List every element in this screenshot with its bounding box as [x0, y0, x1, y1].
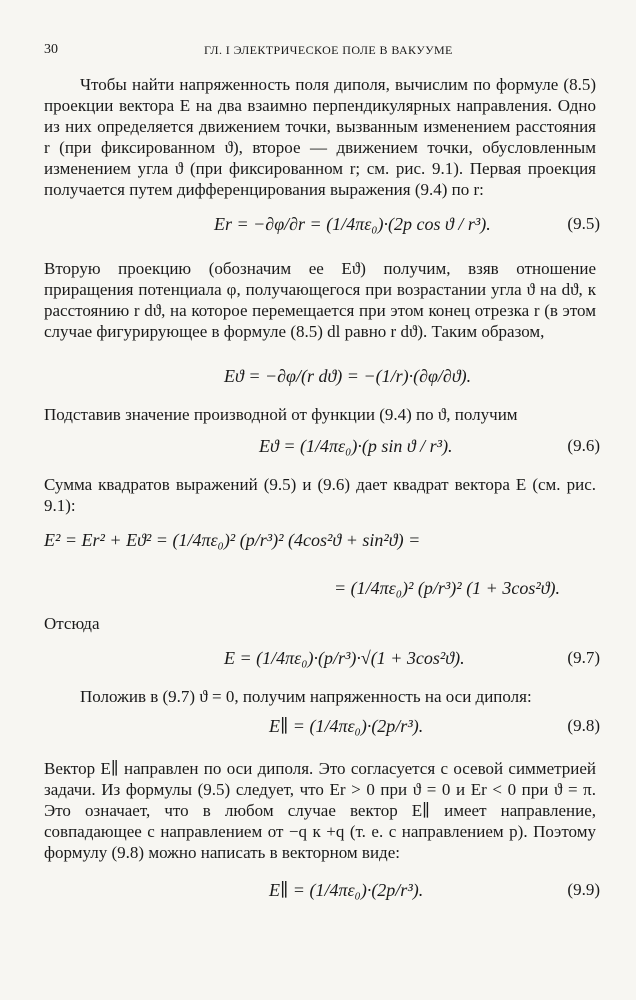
- equation-number: (9.9): [567, 880, 600, 899]
- equation-body: Eϑ = (1/4πε₀)·(p sin ϑ / r³).: [259, 436, 453, 456]
- equation-number: (9.8): [567, 716, 600, 735]
- equation-number: (9.6): [567, 436, 600, 455]
- equation-number: (9.5): [567, 214, 600, 233]
- paragraph-6: Положив в (9.7) ϑ = 0, получим напряженность на оси диполя:: [80, 687, 532, 706]
- equation-body: Er = −∂φ/∂r = (1/4πε₀)·(2p cos ϑ / r³).: [214, 214, 491, 234]
- paragraph-3: Подставив значение производной от функции (9.4) по ϑ, получим: [44, 405, 518, 424]
- paragraph-5: Отсюда: [44, 614, 100, 633]
- paragraph-4: Сумма квадратов выражений (9.5) и (9.6) дает квадрат вектора E (см. рис. 9.1):: [44, 475, 596, 515]
- equation-body: E = (1/4πε₀)·(p/r³)·√(1 + 3cos²ϑ).: [224, 648, 465, 668]
- page-number: 30: [44, 42, 58, 57]
- equation-body: E∥ = (1/4πε₀)·(2p/r³).: [269, 716, 424, 736]
- equation-body: Eϑ = −∂φ/(r dϑ) = −(1/r)·(∂φ/∂ϑ).: [224, 366, 472, 386]
- equation-number: (9.7): [567, 648, 600, 667]
- paragraph-7: Вектор E∥ направлен по оси диполя. Это согласуется с осевой симметрией задачи. Из формулы (9.5) следует, что Er > 0 при ϑ = 0 и Er < 0 при ϑ = π. Это означает, что в любом случае вектор E∥ имеет направление, совпадающее с направлением от −q к +q (т. е. с направлением p). Поэтому формулу (9.8) можно написать в векторном виде:: [44, 759, 596, 862]
- paragraph-2: Вторую проекцию (обозначим ее Eϑ) получим, взяв отношение приращения потенциала φ, получающегося при возрастании угла ϑ на dϑ, к расстоянию r dϑ, на которое перемещается при этом конец отрезка r (в этом случае фигурирующее в формуле (8.5) dl равно r dϑ). Таким образом,: [44, 259, 596, 341]
- equation-body: E² = Er² + Eϑ² = (1/4πε₀)² (p/r³)² (4cos²ϑ + sin²ϑ) =: [44, 530, 421, 550]
- paragraph-1: Чтобы найти напряженность поля диполя, вычислим по формуле (8.5) проекции вектора E на два взаимно перпендикулярных направления. Одно из них определяется движением точки, вызванным изменением расстояния r (при фиксированном ϑ), второе — движением точки, обусловленным изменением угла ϑ (при фиксированном r; см. рис. 9.1). Первая проекция получается путем дифференцирования выражения (9.4) по r:: [44, 75, 596, 199]
- equation-body: E∥ = (1/4πε₀)·(2p/r³).: [269, 880, 424, 900]
- equation-body: = (1/4πε₀)² (p/r³)² (1 + 3cos²ϑ).: [334, 578, 561, 598]
- page-header: [44, 42, 596, 62]
- running-head: ГЛ. I ЭЛЕКТРИЧЕСКОЕ ПОЛЕ В ВАКУУМЕ: [204, 43, 453, 57]
